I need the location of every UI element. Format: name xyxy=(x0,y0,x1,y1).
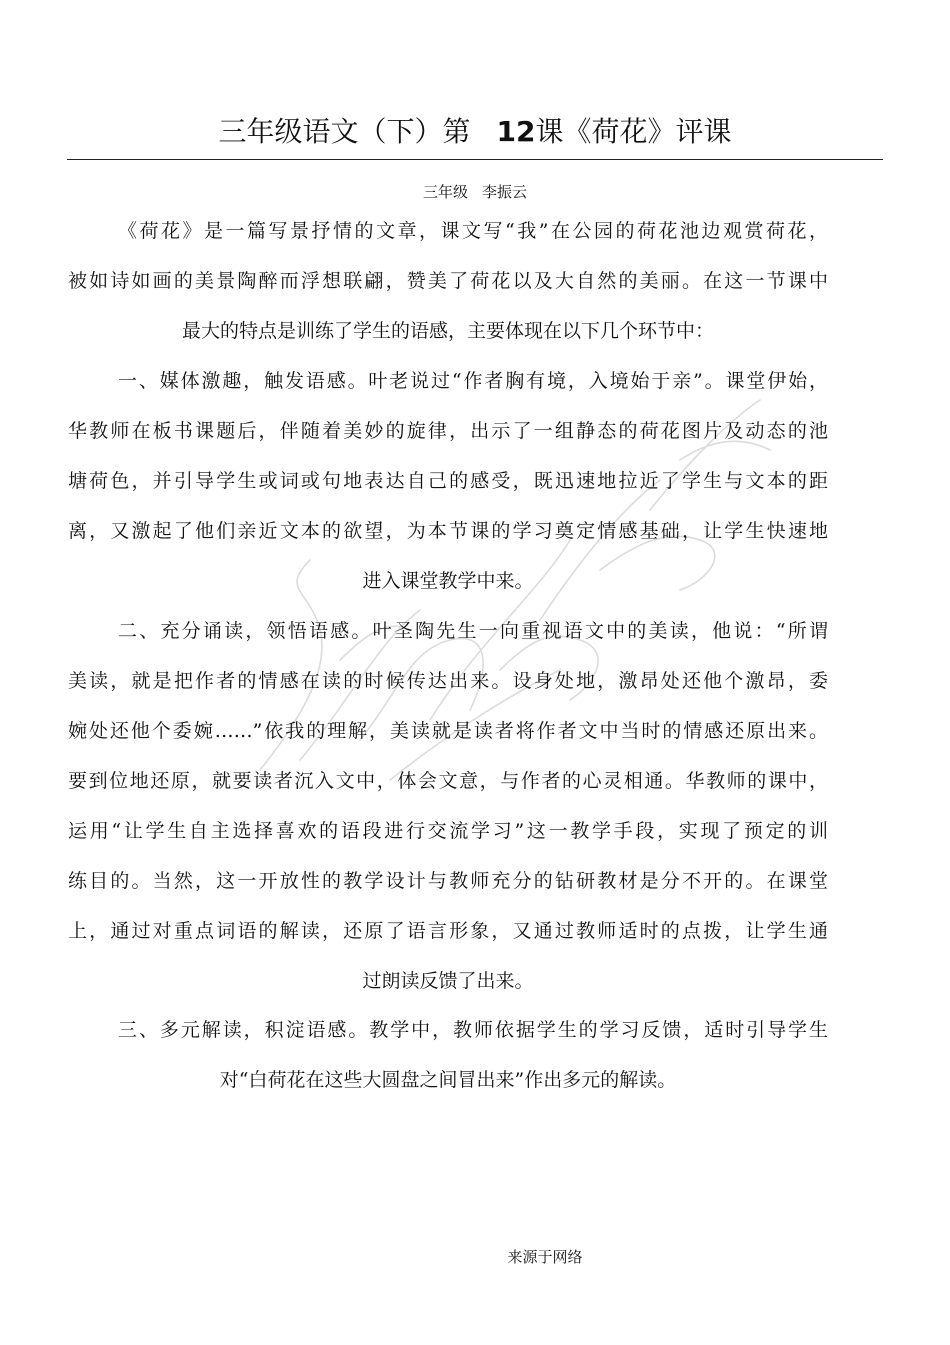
paragraph-line: 对“白荷花在这些大圆盘之间冒出来”作出多元的解读。 xyxy=(219,1069,677,1091)
paragraph-line: 二、充分诵读，领悟语感。叶圣陶先生一向重视语文中的美读，他说：“所谓 xyxy=(118,620,828,642)
section-three-paragraph xyxy=(68,1005,828,1105)
paragraph-line: 被如诗如画的美景陶醉而浮想联翩，赞美了荷花以及大自然的美丽。在这一节课中 xyxy=(68,270,828,292)
paragraph-line: 婉处还他个委婉……”依我的理解，美读就是读者将作者文中当时的情感还原出来。 xyxy=(68,720,828,742)
title-suffix: 课《荷花》评课 xyxy=(535,115,732,148)
author-line xyxy=(0,181,950,203)
paragraph-line: 三、多元解读，积淀语感。教学中，教师依据学生的学习反馈，适时引导学生 xyxy=(118,1019,828,1041)
section-one-paragraph xyxy=(68,356,828,606)
paragraph-line: 过朗读反馈了出来。 xyxy=(362,970,534,992)
author-name: 李振云 xyxy=(482,183,528,201)
intro-paragraph xyxy=(68,206,828,356)
title-divider xyxy=(67,159,883,160)
paragraph-line: 华教师在板书课题后，伴随着美妙的旋律，出示了一组静态的荷花图片及动态的池 xyxy=(68,420,828,442)
document-title xyxy=(0,112,950,152)
lesson-number: 12 xyxy=(496,115,536,148)
title-prefix: 三年级语文（下）第 xyxy=(218,115,471,148)
paragraph-line: 塘荷色，并引导学生或词或句地表达自己的感受，既迅速地拉近了学生与文本的距 xyxy=(68,470,828,492)
paragraph-line: 离，又激起了他们亲近文本的欲望，为本节课的学习奠定情感基础，让学生快速地 xyxy=(68,520,828,542)
paragraph-line: 最大的特点是训练了学生的语感，主要体现在以下几个环节中： xyxy=(181,320,714,342)
paragraph-line: 《荷花》是一篇写景抒情的文章，课文写“我”在公园的荷花池边观赏荷花， xyxy=(118,220,828,242)
paragraph-line: 上，通过对重点词语的解读，还原了语言形象，又通过教师适时的点拨，让学生通 xyxy=(68,920,828,942)
paragraph-line: 要到位地还原，就要读者沉入文中，体会文意，与作者的心灵相通。华教师的课中， xyxy=(68,770,828,792)
paragraph-line: 练目的。当然，这一开放性的教学设计与教师充分的钻研教材是分不开的。在课堂 xyxy=(68,870,828,892)
paragraph-line: 运用“让学生自主选择喜欢的语段进行交流学习”这一教学手段，实现了预定的训 xyxy=(68,820,828,842)
paragraph-line: 进入课堂教学中来。 xyxy=(362,570,534,592)
paragraph-line: 一、媒体激趣，触发语感。叶老说过“作者胸有境，入境始于亲”。课堂伊始， xyxy=(118,370,828,392)
section-two-paragraph xyxy=(68,606,828,1006)
paragraph-line: 美读，就是把作者的情感在读的时候传达出来。设身处地，激昂处还他个激昂，委 xyxy=(68,670,828,692)
author-grade: 三年级 xyxy=(422,183,468,201)
source-note: 来源于网络 xyxy=(507,1248,583,1266)
